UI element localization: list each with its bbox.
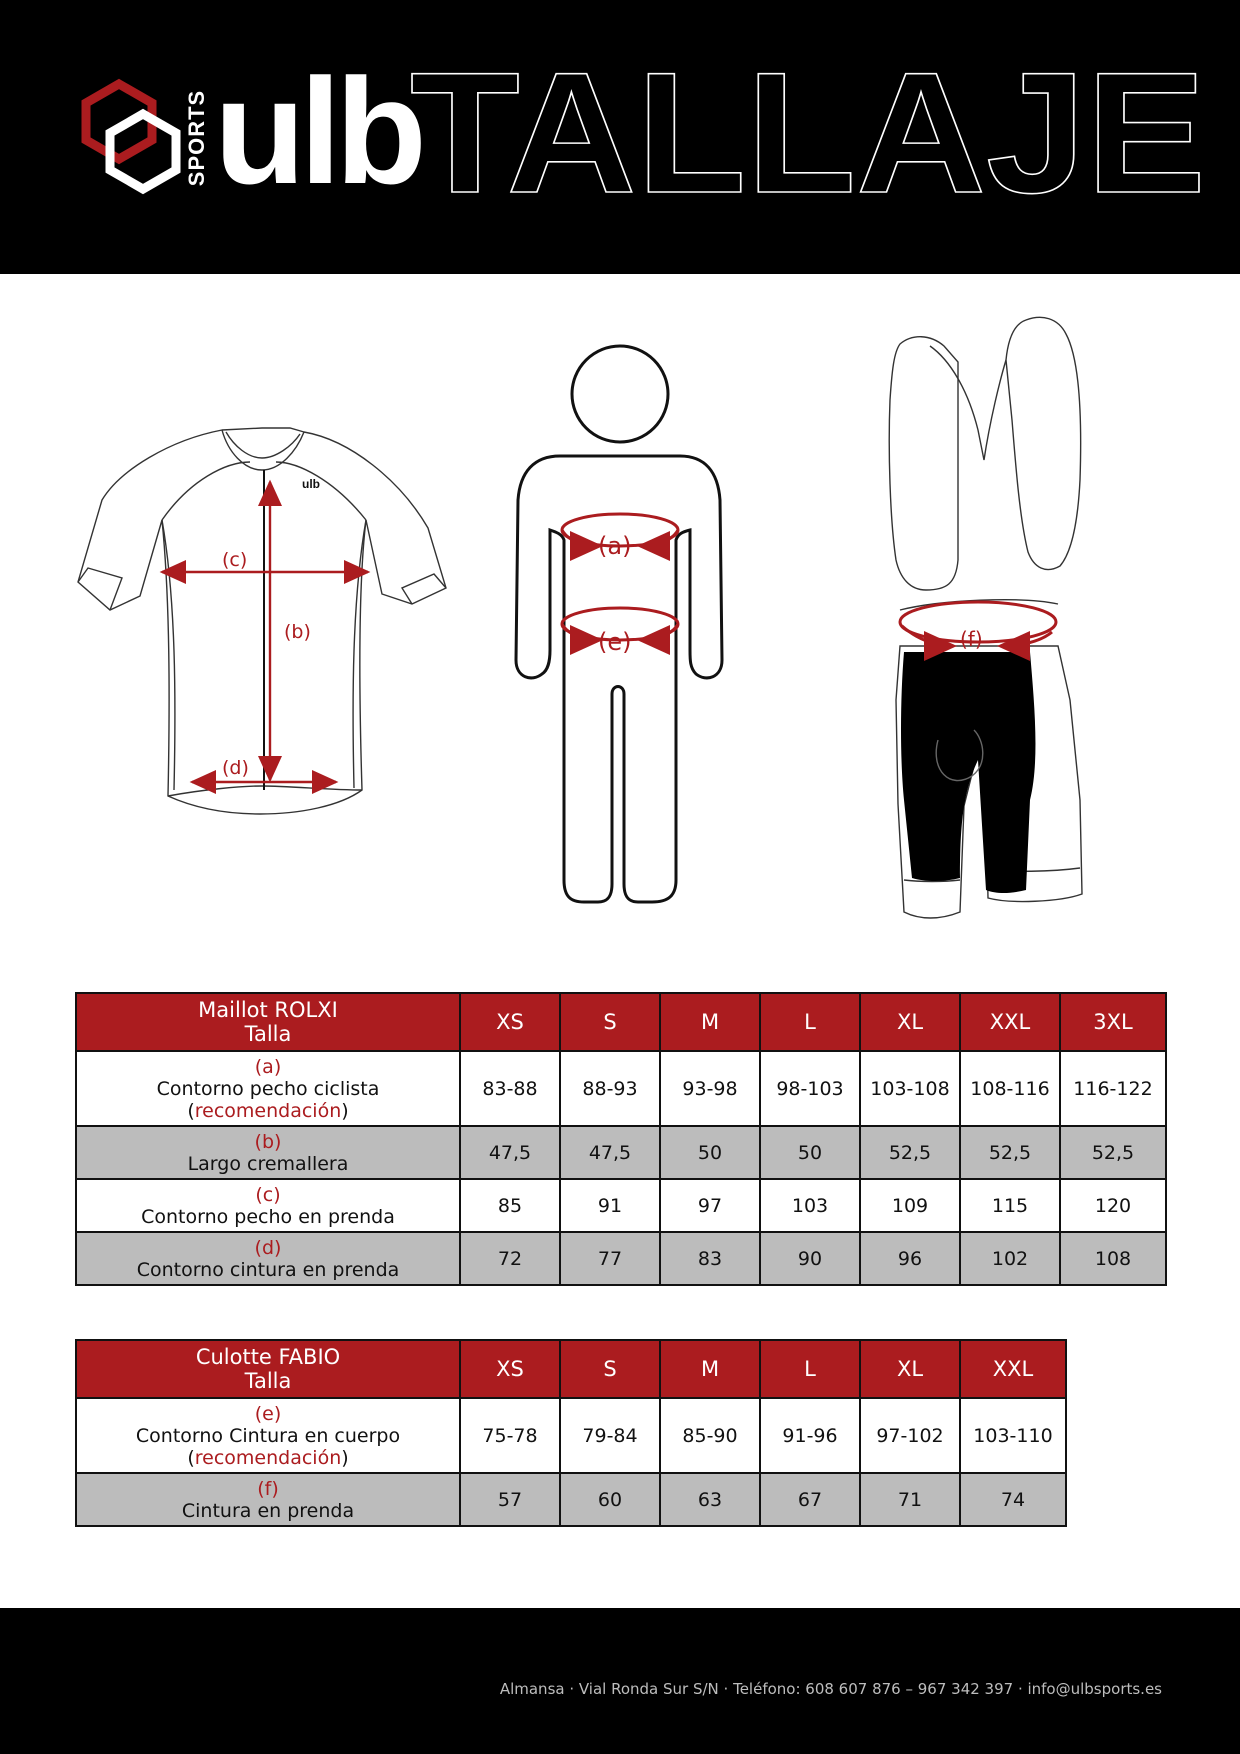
size-value: 115 [960,1179,1060,1232]
size-value: 67 [760,1473,860,1526]
measure-label-cell [76,1473,460,1526]
size-header: 3XL [1060,993,1166,1051]
size-value: 103 [760,1179,860,1232]
size-value: 91 [560,1179,660,1232]
size-value: 93-98 [660,1051,760,1126]
size-value: 103-110 [960,1398,1066,1473]
shorts-black-panel [901,652,1035,893]
measure-label-cell [76,1051,460,1126]
size-value: 74 [960,1473,1066,1526]
size-header: XXL [960,1340,1066,1398]
size-header: XXL [960,993,1060,1051]
size-header: XL [860,993,960,1051]
jersey-drawing [78,428,446,814]
hexagon-logo-icon [72,78,190,196]
table-row [76,1126,1166,1179]
label-d: (d) [222,757,249,779]
size-value: 97 [660,1179,760,1232]
size-value: 120 [1060,1179,1166,1232]
size-value: 72 [460,1232,560,1285]
size-header: S [560,993,660,1051]
measure-letter: (a) [254,1055,282,1078]
size-value: 108 [1060,1232,1166,1285]
size-value: 52,5 [860,1126,960,1179]
measure-label-cell [76,1179,460,1232]
size-value: 98-103 [760,1051,860,1126]
size-value: 52,5 [1060,1126,1166,1179]
size-value: 116-122 [1060,1051,1166,1126]
culotte-size-table [75,1339,1067,1527]
culotte-product-cell [76,1340,460,1398]
size-value: 96 [860,1232,960,1285]
measure-letter: (c) [255,1183,281,1206]
size-value: 97-102 [860,1398,960,1473]
brand-wordmark: ulb [214,47,421,215]
size-value: 91-96 [760,1398,860,1473]
measure-note: (recomendación) [187,1099,349,1122]
size-value: 108-116 [960,1051,1060,1126]
maillot-product-name: Maillot ROLXI [198,998,338,1022]
recommendation-text: recomendación [194,1446,342,1469]
size-value: 85 [460,1179,560,1232]
measure-label-cell [76,1398,460,1473]
header-banner [0,0,1240,274]
label-b: (b) [284,621,311,643]
label-e: (e) [598,628,632,656]
size-header: L [760,1340,860,1398]
size-value: 83-88 [460,1051,560,1126]
culotte-product-name: Culotte FABIO [195,1345,341,1369]
size-header: L [760,993,860,1051]
size-header: XL [860,1340,960,1398]
size-value: 47,5 [460,1126,560,1179]
measure-label: Contorno Cintura en cuerpo [135,1424,401,1447]
table-row [76,1473,1066,1526]
size-value: 47,5 [560,1126,660,1179]
footer-banner [0,1608,1240,1754]
table-row [76,1398,1066,1473]
measure-letter: (f) [257,1477,279,1500]
size-value: 50 [760,1126,860,1179]
maillot-size-table [75,992,1167,1286]
table-row [76,1051,1166,1126]
size-header: S [560,1340,660,1398]
body-figure [516,346,722,902]
size-header: XS [460,1340,560,1398]
table-row [76,1232,1166,1285]
size-value: 75-78 [460,1398,560,1473]
size-value: 109 [860,1179,960,1232]
size-value: 50 [660,1126,760,1179]
table-row [76,1179,1166,1232]
size-value: 102 [960,1232,1060,1285]
measure-label: Cintura en prenda [181,1499,355,1522]
size-value: 83 [660,1232,760,1285]
measure-label-cell [76,1126,460,1179]
size-value: 57 [460,1473,560,1526]
measure-label: Contorno pecho en prenda [141,1205,395,1228]
label-a: (a) [598,532,632,560]
size-header: M [660,1340,760,1398]
size-value: 63 [660,1473,760,1526]
measure-note: (recomendación) [187,1446,349,1469]
size-value: 90 [760,1232,860,1285]
jersey-logo: ulb [302,477,320,491]
maillot-size-label: Talla [244,1022,292,1046]
size-value: 77 [560,1232,660,1285]
culotte-header-row [76,1340,1066,1398]
label-c: (c) [222,549,248,571]
size-header: M [660,993,760,1051]
footer-contact: Almansa · Vial Ronda Sur S/N · Teléfono: 608 607 876 – 967 342 397 · info@ulbsports.es [499,1680,1162,1698]
recommendation-text: recomendación [194,1099,342,1122]
culotte-size-label: Talla [244,1369,292,1393]
maillot-product-cell [76,993,460,1051]
size-header: XS [460,993,560,1051]
measure-label: Contorno cintura en prenda [136,1258,400,1281]
measure-letter: (d) [254,1236,282,1259]
garment-illustrations [0,300,1240,960]
svg-text:TALLAJE: TALLAJE [410,64,1206,204]
size-value: 85-90 [660,1398,760,1473]
size-value: 103-108 [860,1051,960,1126]
measure-label-cell [76,1232,460,1285]
size-value: 52,5 [960,1126,1060,1179]
measure-label: Contorno pecho ciclista [156,1077,380,1100]
brand-sports-text: SPORTS [184,89,209,187]
size-value: 71 [860,1473,960,1526]
size-value: 79-84 [560,1398,660,1473]
label-f: (f) [960,627,983,651]
measure-letter: (e) [254,1402,282,1425]
maillot-header-row [76,993,1166,1051]
measure-label: Largo cremallera [187,1152,349,1175]
page-title [410,64,1210,204]
size-value: 88-93 [560,1051,660,1126]
measure-letter: (b) [254,1130,282,1153]
size-value: 60 [560,1473,660,1526]
